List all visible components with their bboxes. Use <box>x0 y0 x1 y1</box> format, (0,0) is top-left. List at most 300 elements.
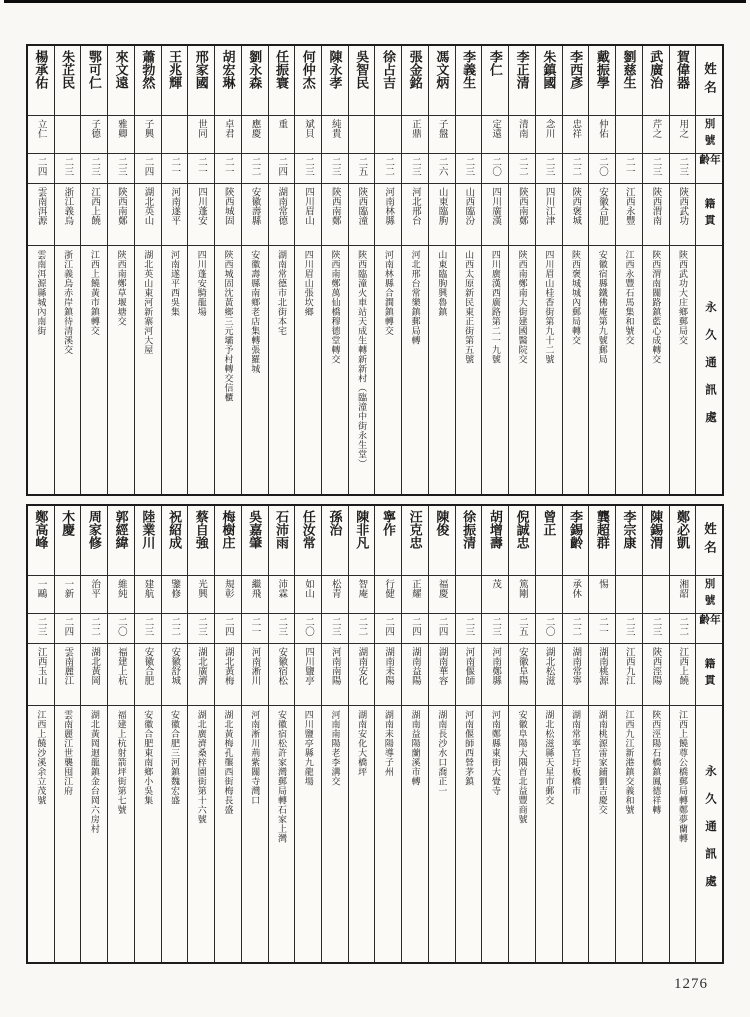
person-alias <box>55 576 81 614</box>
person-native-place <box>509 644 535 706</box>
person-native-place <box>28 184 54 246</box>
person-age-text: 二〇 <box>597 157 609 176</box>
person-native-place <box>162 644 188 706</box>
header-column <box>695 46 722 494</box>
header-column <box>695 506 722 962</box>
person-column <box>214 506 241 962</box>
person-address-text: 湖南安化大橋坪 <box>357 710 368 777</box>
person-age <box>242 154 268 184</box>
person-address-text: 四川鹽亭縣九龍場 <box>303 710 314 786</box>
person-name <box>616 506 642 576</box>
person-name <box>162 506 188 576</box>
person-name <box>215 506 241 576</box>
person-native-place <box>55 184 81 246</box>
person-alias <box>482 576 508 614</box>
person-age <box>509 614 535 644</box>
person-column <box>669 46 696 494</box>
person-age-text: 二〇 <box>302 617 314 636</box>
person-age <box>536 614 562 644</box>
person-name-text: 劉永森 <box>247 50 263 89</box>
person-age <box>108 154 134 184</box>
person-name <box>456 506 482 576</box>
person-column <box>268 46 295 494</box>
person-age-text: 二三 <box>623 617 635 636</box>
person-age-text: 二六 <box>436 157 448 176</box>
person-address-text: 湖南耒陽導子州 <box>383 710 394 777</box>
person-age <box>269 614 295 644</box>
person-native-place <box>589 644 615 706</box>
person-name-text: 吳嘉肇 <box>247 510 263 549</box>
person-alias-text: 一鷗 <box>35 579 47 598</box>
person-name-text: 木慶 <box>60 510 76 536</box>
person-native-place <box>188 644 214 706</box>
person-alias-text: 行健 <box>383 579 395 598</box>
person-address <box>616 706 642 962</box>
person-column <box>642 506 669 962</box>
person-address <box>188 246 214 494</box>
person-age <box>162 614 188 644</box>
person-name <box>456 46 482 116</box>
person-name <box>188 506 214 576</box>
person-native-place <box>295 644 321 706</box>
person-alias-text: 維純 <box>115 579 127 598</box>
person-age-text: 二〇 <box>543 617 555 636</box>
person-name <box>536 46 562 116</box>
person-address-text: 山西太原新民東正街第五號 <box>464 250 475 364</box>
person-alias <box>616 576 642 614</box>
person-address <box>135 706 161 962</box>
person-name-text: 楊承佑 <box>33 50 49 89</box>
person-age-text: 二三 <box>650 617 662 636</box>
person-alias-text: 斌貝 <box>302 119 314 138</box>
person-native-place-text: 湖北松滋 <box>543 647 555 685</box>
person-alias <box>295 116 321 154</box>
person-name-text: 陳永孝 <box>327 50 343 89</box>
person-column <box>241 506 268 962</box>
person-age <box>322 154 348 184</box>
person-native-place <box>215 644 241 706</box>
person-address <box>322 246 348 494</box>
person-age-text: 二一 <box>249 617 261 636</box>
person-address-text: 河南淅川荊紫關寺灣口 <box>250 710 261 805</box>
person-alias <box>215 116 241 154</box>
person-alias-text: 建航 <box>142 579 154 598</box>
person-native-place <box>269 644 295 706</box>
person-name-text: 寧作 <box>380 510 396 536</box>
person-age-text: 二一 <box>196 157 208 176</box>
person-native-place <box>536 184 562 246</box>
person-age <box>616 614 642 644</box>
person-age <box>55 614 81 644</box>
person-address <box>188 706 214 962</box>
person-address-text: 湖北廣濟桑梓園街第十六號 <box>196 710 207 824</box>
person-name <box>563 506 589 576</box>
person-native-place-text: 四川廣漢 <box>490 187 502 225</box>
person-address-text: 雲南洱源縣城內南街 <box>36 250 47 336</box>
person-native-place-text: 湖南耒陽 <box>383 647 395 685</box>
person-address-text: 四川眉山桂香街第九十二號 <box>544 250 555 364</box>
person-alias <box>643 116 669 154</box>
person-age <box>429 154 455 184</box>
person-name-text: 陸業川 <box>140 510 156 549</box>
person-alias <box>509 576 535 614</box>
person-address <box>295 246 321 494</box>
person-age-text: 二二 <box>516 157 528 176</box>
person-name-text: 蕭勃然 <box>140 50 156 89</box>
person-alias <box>135 576 161 614</box>
person-alias <box>402 116 428 154</box>
person-age-text: 二二 <box>356 617 368 636</box>
person-name-text: 梅樹庄 <box>220 510 236 549</box>
person-name <box>349 46 375 116</box>
person-alias-text: 正耀 <box>409 579 421 598</box>
person-alias <box>162 116 188 154</box>
person-native-place-text: 四川鹽亭 <box>302 647 314 685</box>
person-native-place <box>81 184 107 246</box>
person-address-text: 安徽宿縣鐵佛庵第九號郵局 <box>597 250 608 364</box>
person-address-text: 湖北黃岡迴龍鎮金台岡六房村 <box>89 710 100 834</box>
person-age-text: 二四 <box>276 157 288 176</box>
person-address <box>429 706 455 962</box>
person-name <box>269 46 295 116</box>
person-column <box>348 46 375 494</box>
person-name-text: 陳非凡 <box>354 510 370 549</box>
person-name <box>670 506 696 576</box>
person-alias <box>242 116 268 154</box>
person-alias-text: 惕 <box>597 579 609 589</box>
person-native-place <box>242 644 268 706</box>
person-column <box>54 46 81 494</box>
person-native-place <box>108 184 134 246</box>
person-alias <box>616 116 642 154</box>
person-native-place <box>402 184 428 246</box>
person-address-text: 陝西褒城城內郵局轉交 <box>571 250 582 345</box>
person-name <box>295 506 321 576</box>
person-address <box>81 246 107 494</box>
person-alias-text: 忠祥 <box>570 119 582 138</box>
person-native-place-text: 陝西武功 <box>677 187 689 225</box>
person-address-text: 陝西臨潼火車站天成生轉新新村（臨潼中街永生堂） <box>357 250 368 469</box>
person-column <box>241 46 268 494</box>
person-age-text: 二二 <box>89 617 101 636</box>
person-address-text: 安徽合肥三河鎮魏宏盛 <box>170 710 181 805</box>
person-name <box>108 46 134 116</box>
person-name-text: 李正清 <box>514 50 530 89</box>
person-address <box>295 706 321 962</box>
person-column <box>535 506 562 962</box>
person-address <box>55 246 81 494</box>
person-alias <box>402 576 428 614</box>
person-name <box>135 506 161 576</box>
person-name <box>402 506 428 576</box>
person-age <box>322 614 348 644</box>
person-age <box>482 154 508 184</box>
person-name <box>242 46 268 116</box>
person-native-place <box>349 644 375 706</box>
person-native-place-text: 江西上饒 <box>677 647 689 685</box>
person-address <box>215 706 241 962</box>
person-name <box>28 506 54 576</box>
person-column <box>481 46 508 494</box>
person-native-place <box>322 184 348 246</box>
person-alias-text: 重 <box>276 119 288 129</box>
person-address <box>108 246 134 494</box>
person-address-text: 湖南長沙水口喬正一 <box>437 710 448 796</box>
person-address <box>509 246 535 494</box>
person-name <box>162 46 188 116</box>
person-native-place <box>429 184 455 246</box>
person-column <box>642 46 669 494</box>
person-alias <box>269 576 295 614</box>
person-column <box>669 506 696 962</box>
person-address-text: 河南南陽老李溝交 <box>330 710 341 786</box>
person-address-text: 陝西武功大庄鄉郵局交 <box>677 250 688 345</box>
person-age <box>375 614 401 644</box>
person-age <box>162 154 188 184</box>
person-address <box>482 246 508 494</box>
person-address <box>456 246 482 494</box>
header-age-text: 年齡 <box>698 614 721 631</box>
person-native-place <box>162 184 188 246</box>
person-address-text: 四川蓬安騎龍場 <box>196 250 207 317</box>
person-address <box>402 706 428 962</box>
person-address <box>269 246 295 494</box>
person-alias <box>269 116 295 154</box>
person-column <box>321 46 348 494</box>
person-name-text: 任汝常 <box>300 510 316 549</box>
person-alias-text: 福慶 <box>436 579 448 598</box>
person-name-text: 朱芷民 <box>60 50 76 89</box>
person-age-text: 二五 <box>356 157 368 176</box>
person-alias <box>429 576 455 614</box>
person-alias <box>375 116 401 154</box>
person-native-place <box>402 644 428 706</box>
person-native-place <box>269 184 295 246</box>
person-name <box>375 46 401 116</box>
person-alias-text: 用之 <box>677 119 689 138</box>
person-name-text: 張金銘 <box>407 50 423 89</box>
person-age-text: 二三 <box>196 617 208 636</box>
person-native-place <box>482 644 508 706</box>
person-address <box>162 706 188 962</box>
person-alias-text: 沛霖 <box>276 579 288 598</box>
person-native-place-text: 江西玉山 <box>35 647 47 685</box>
person-age <box>563 614 589 644</box>
person-column <box>615 46 642 494</box>
person-name-text: 李仁 <box>487 50 503 76</box>
person-name <box>55 506 81 576</box>
person-alias-text: 松青 <box>329 579 341 598</box>
person-native-place-text: 湖北黃梅 <box>222 647 234 685</box>
person-address <box>375 706 401 962</box>
person-name-text: 陳錫渭 <box>648 510 664 549</box>
person-alias <box>188 576 214 614</box>
person-alias-text: 治平 <box>89 579 101 598</box>
person-alias <box>322 576 348 614</box>
header-age-text: 年齡 <box>698 154 721 171</box>
person-address-text: 河北邢台常樂鎮郵局轉 <box>410 250 421 345</box>
person-column <box>321 506 348 962</box>
person-native-place <box>670 644 696 706</box>
person-alias <box>375 576 401 614</box>
person-alias <box>188 116 214 154</box>
person-alias-text: 如山 <box>302 579 314 598</box>
person-native-place <box>188 184 214 246</box>
person-age-text: 二四 <box>383 617 395 636</box>
header-age <box>696 154 722 184</box>
person-alias-text: 正鼎 <box>409 119 421 138</box>
person-name <box>322 506 348 576</box>
person-address <box>509 706 535 962</box>
person-age-text: 二三 <box>677 157 689 176</box>
person-name-text: 鄭高峰 <box>33 510 49 549</box>
person-native-place-text: 陝西城固 <box>222 187 234 225</box>
person-name-text: 郭經緯 <box>113 510 129 549</box>
person-name-text: 祝紹成 <box>167 510 183 549</box>
person-native-place <box>215 184 241 246</box>
person-alias <box>242 576 268 614</box>
person-alias <box>670 116 696 154</box>
header-name <box>696 506 722 576</box>
person-age <box>670 614 696 644</box>
person-column <box>588 46 615 494</box>
person-age-text: 二三 <box>62 157 74 176</box>
person-alias <box>349 116 375 154</box>
person-native-place <box>349 184 375 246</box>
person-address-text: 陝西城固沈黃鄉三元壩予村轉交信櫃 <box>223 250 234 402</box>
person-address <box>162 246 188 494</box>
person-age-text: 二四 <box>436 617 448 636</box>
person-age <box>643 154 669 184</box>
person-age <box>589 614 615 644</box>
person-name-text: 周家修 <box>86 510 102 549</box>
person-native-place-text: 安徽阜陽 <box>516 647 528 685</box>
person-age-text: 二〇 <box>490 157 502 176</box>
person-address <box>322 706 348 962</box>
person-address-text: 安徽宿松許家灣郵局轉石家上灣 <box>276 710 287 843</box>
person-native-place <box>643 184 669 246</box>
person-name <box>28 46 54 116</box>
person-column <box>134 46 161 494</box>
person-address <box>670 706 696 962</box>
person-age-text: 二三 <box>463 157 475 176</box>
person-name-text: 李西彥 <box>568 50 584 89</box>
person-name-text: 胡增壽 <box>487 510 503 549</box>
person-address-text: 湖南常德市北街本宅 <box>276 250 287 336</box>
person-column <box>134 506 161 962</box>
person-age-text: 二一 <box>623 157 635 176</box>
person-name <box>322 46 348 116</box>
person-native-place <box>589 184 615 246</box>
person-native-place-text: 安徽壽縣 <box>249 187 261 225</box>
person-name <box>295 46 321 116</box>
person-alias-text: 芹之 <box>650 119 662 138</box>
person-column <box>80 506 107 962</box>
person-address-text: 雲南麗江世襲囤江府 <box>63 710 74 796</box>
person-alias-text: 子德 <box>89 119 101 138</box>
person-age-text: 二三 <box>650 157 662 176</box>
person-alias-text: 規彰 <box>222 579 234 598</box>
person-address-text: 湖北松滋縣天星市郵交 <box>544 710 555 805</box>
person-address <box>135 246 161 494</box>
person-alias-text: 智庵 <box>356 579 368 598</box>
person-column <box>374 506 401 962</box>
person-address <box>589 246 615 494</box>
person-alias <box>295 576 321 614</box>
person-name <box>536 506 562 576</box>
person-name-text: 何仲杰 <box>300 50 316 89</box>
person-age <box>375 154 401 184</box>
person-address-text: 江西上饒黃市鎮轉交 <box>89 250 100 336</box>
person-native-place <box>670 184 696 246</box>
person-name-text: 汪克忠 <box>407 510 423 549</box>
person-column <box>455 506 482 962</box>
person-native-place-text: 四川蓬安 <box>196 187 208 225</box>
person-alias-text: 世同 <box>196 119 208 138</box>
person-native-place-text: 浙江義烏 <box>62 187 74 225</box>
person-alias-text: 純貴 <box>329 119 341 138</box>
person-address <box>108 706 134 962</box>
person-name <box>429 46 455 116</box>
person-native-place <box>108 644 134 706</box>
person-age-text: 二三 <box>490 617 502 636</box>
person-name-text: 邢家國 <box>193 50 209 89</box>
person-age <box>349 154 375 184</box>
person-address <box>269 706 295 962</box>
person-age <box>643 614 669 644</box>
person-alias <box>429 116 455 154</box>
person-native-place-text: 安徽宿松 <box>276 647 288 685</box>
person-age-text: 二二 <box>249 157 261 176</box>
person-address-text: 河南偃師西營茅鎮 <box>464 710 475 786</box>
person-age <box>81 614 107 644</box>
person-address-text: 福建上杭射箭坪街第七號 <box>116 710 127 815</box>
person-address <box>482 706 508 962</box>
person-column <box>401 506 428 962</box>
person-name-text: 曾正 <box>541 510 557 536</box>
person-alias <box>81 576 107 614</box>
header-name <box>696 46 722 116</box>
person-native-place <box>28 644 54 706</box>
person-address <box>616 246 642 494</box>
person-age <box>349 614 375 644</box>
person-column <box>187 506 214 962</box>
person-native-place-text: 河南鄭縣 <box>490 647 502 685</box>
person-name <box>563 46 589 116</box>
person-age <box>215 154 241 184</box>
person-age <box>108 614 134 644</box>
person-native-place-text: 湖南安化 <box>356 647 368 685</box>
person-native-place-text: 河南淅川 <box>249 647 261 685</box>
person-native-place-text: 河南遂平 <box>169 187 181 225</box>
person-age <box>269 154 295 184</box>
header-alias <box>696 116 722 154</box>
person-alias-text: 繼飛 <box>249 579 261 598</box>
person-name-text: 蔡自強 <box>193 510 209 549</box>
person-native-place-text: 安徽合肥 <box>142 647 154 685</box>
person-column <box>107 506 134 962</box>
person-name-text: 賀偉器 <box>675 50 691 89</box>
header-address-text: 永久通訊處 <box>703 301 716 439</box>
person-column <box>54 506 81 962</box>
header-alias-text: 別號 <box>703 118 716 151</box>
person-native-place <box>616 184 642 246</box>
person-alias <box>536 116 562 154</box>
person-address <box>28 706 54 962</box>
person-alias <box>162 576 188 614</box>
header-name-text: 姓名 <box>702 522 717 559</box>
person-alias <box>349 576 375 614</box>
